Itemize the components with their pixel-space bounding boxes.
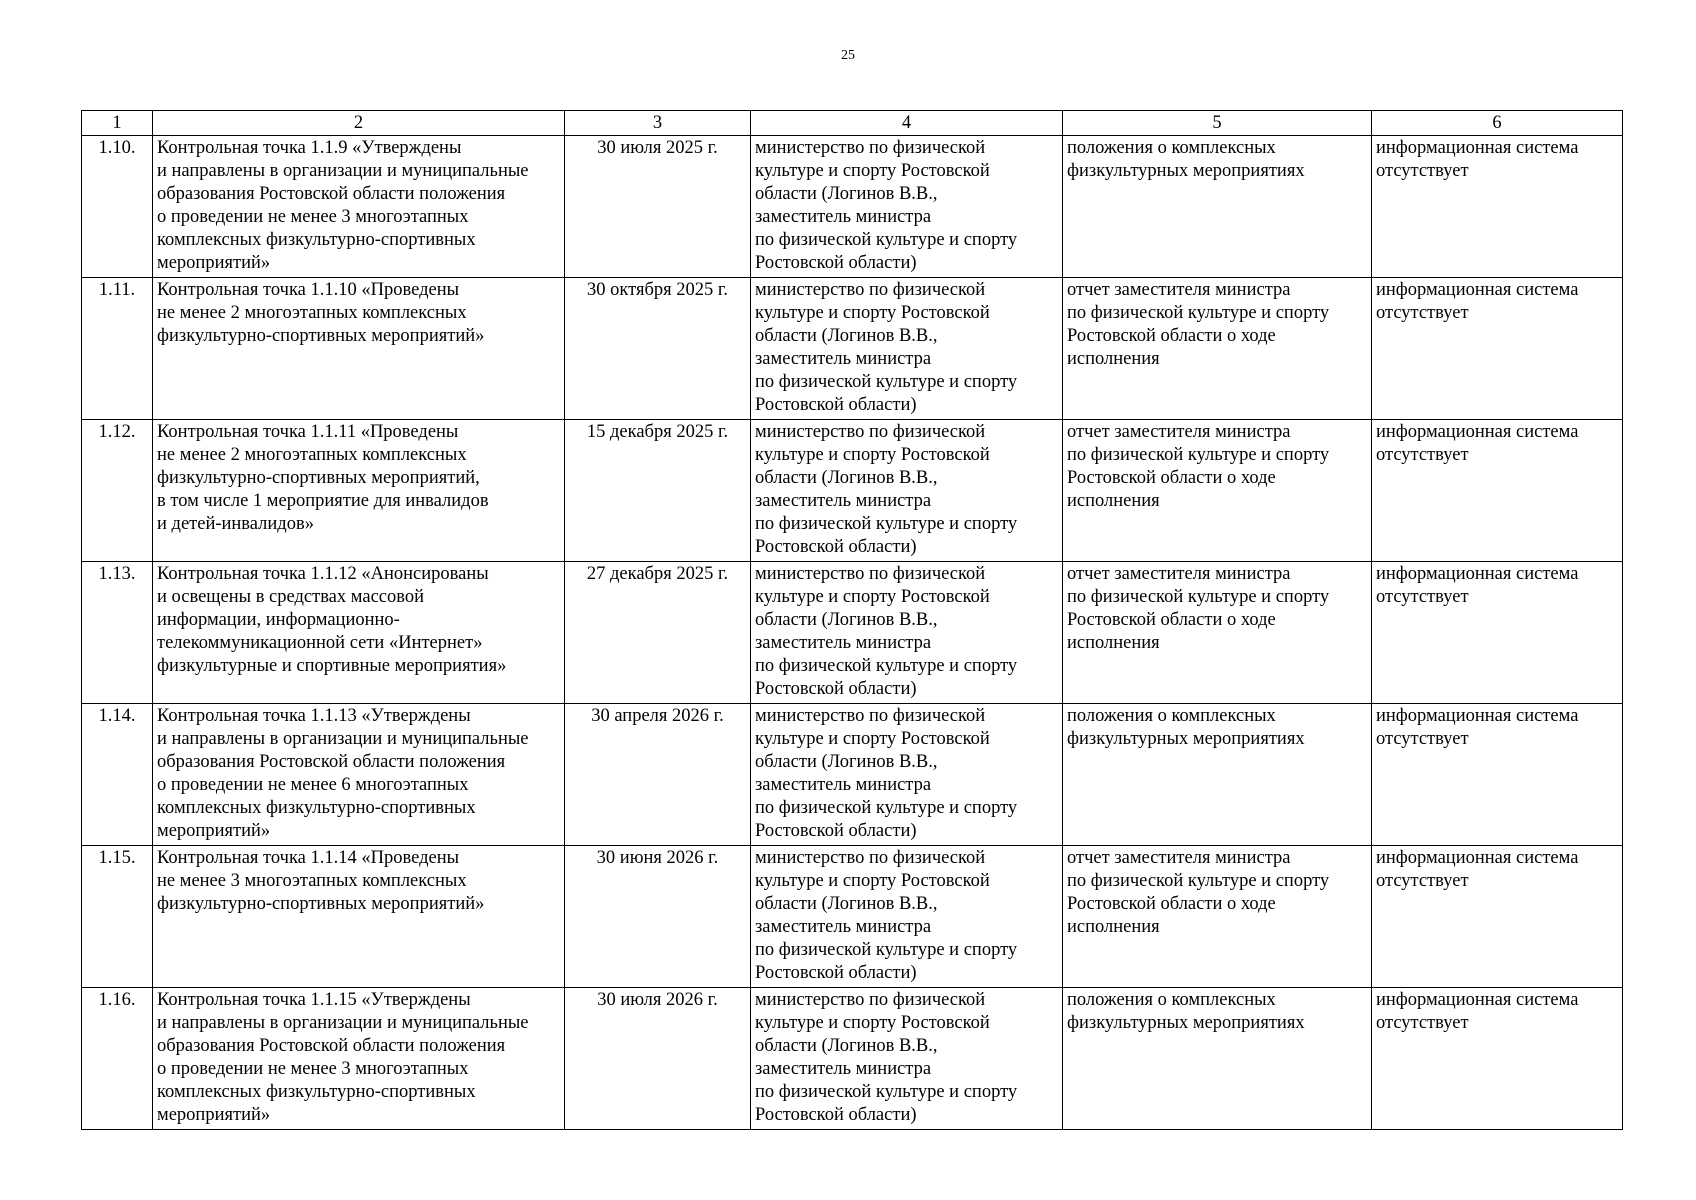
- due-date: 27 декабря 2025 г.: [565, 562, 751, 704]
- row-number: 1.13.: [82, 562, 153, 704]
- information-system: информационная система отсутствует: [1372, 988, 1623, 1130]
- information-system: информационная система отсутствует: [1372, 846, 1623, 988]
- control-point-description: Контрольная точка 1.1.15 «Утверждены и направлены в организации и муниципальные образования Ростовской области положения о проведении не менее 3 многоэтапных комплексных физкультурно-спортивных мероприятий»: [153, 988, 565, 1130]
- due-date: 30 июля 2026 г.: [565, 988, 751, 1130]
- page-number: 25: [841, 48, 855, 63]
- information-system: информационная система отсутствует: [1372, 420, 1623, 562]
- row-number: 1.15.: [82, 846, 153, 988]
- due-date: 30 июня 2026 г.: [565, 846, 751, 988]
- control-point-description: Контрольная точка 1.1.12 «Анонсированы и освещены в средствах массовой информации, информационно- телекоммуникационной сети «Интернет» физкультурные и спортивные мероприятия»: [153, 562, 565, 704]
- due-date: 30 апреля 2026 г.: [565, 704, 751, 846]
- table-row: [82, 704, 1623, 846]
- header-cell: 5: [1063, 111, 1372, 136]
- header-cell: 6: [1372, 111, 1623, 136]
- row-number: 1.11.: [82, 278, 153, 420]
- row-number: 1.10.: [82, 136, 153, 278]
- control-points-table: [81, 110, 1623, 1130]
- due-date: 15 декабря 2025 г.: [565, 420, 751, 562]
- information-system: информационная система отсутствует: [1372, 278, 1623, 420]
- responsible-party: министерство по физической культуре и спорту Ростовской области (Логинов В.В., заместитель министра по физической культуре и спорту Ростовской области): [751, 136, 1063, 278]
- header-cell: 2: [153, 111, 565, 136]
- control-point-description: Контрольная точка 1.1.11 «Проведены не менее 2 многоэтапных комплексных физкультурно-спортивных мероприятий, в том числе 1 мероприятие для инвалидов и детей-инвалидов»: [153, 420, 565, 562]
- header-cell: 3: [565, 111, 751, 136]
- row-number: 1.12.: [82, 420, 153, 562]
- information-system: информационная система отсутствует: [1372, 562, 1623, 704]
- confirming-document: положения о комплексных физкультурных мероприятиях: [1063, 704, 1372, 846]
- responsible-party: министерство по физической культуре и спорту Ростовской области (Логинов В.В., заместитель министра по физической культуре и спорту Ростовской области): [751, 278, 1063, 420]
- row-number: 1.14.: [82, 704, 153, 846]
- responsible-party: министерство по физической культуре и спорту Ростовской области (Логинов В.В., заместитель министра по физической культуре и спорту Ростовской области): [751, 562, 1063, 704]
- table-row: [82, 988, 1623, 1130]
- confirming-document: положения о комплексных физкультурных мероприятиях: [1063, 988, 1372, 1130]
- control-point-description: Контрольная точка 1.1.13 «Утверждены и направлены в организации и муниципальные образования Ростовской области положения о проведении не менее 6 многоэтапных комплексных физкультурно-спортивных мероприятий»: [153, 704, 565, 846]
- responsible-party: министерство по физической культуре и спорту Ростовской области (Логинов В.В., заместитель министра по физической культуре и спорту Ростовской области): [751, 420, 1063, 562]
- confirming-document: отчет заместителя министра по физической культуре и спорту Ростовской области о ходе исполнения: [1063, 278, 1372, 420]
- confirming-document: отчет заместителя министра по физической культуре и спорту Ростовской области о ходе исполнения: [1063, 846, 1372, 988]
- row-number: 1.16.: [82, 988, 153, 1130]
- confirming-document: отчет заместителя министра по физической культуре и спорту Ростовской области о ходе исполнения: [1063, 420, 1372, 562]
- table-header-row: [82, 111, 1623, 136]
- header-cell: 4: [751, 111, 1063, 136]
- table-row: [82, 136, 1623, 278]
- information-system: информационная система отсутствует: [1372, 136, 1623, 278]
- table-row: [82, 420, 1623, 562]
- control-point-description: Контрольная точка 1.1.9 «Утверждены и направлены в организации и муниципальные образования Ростовской области положения о проведении не менее 3 многоэтапных комплексных физкультурно-спортивных мероприятий»: [153, 136, 565, 278]
- table-row: [82, 562, 1623, 704]
- responsible-party: министерство по физической культуре и спорту Ростовской области (Логинов В.В., заместитель министра по физической культуре и спорту Ростовской области): [751, 704, 1063, 846]
- information-system: информационная система отсутствует: [1372, 704, 1623, 846]
- responsible-party: министерство по физической культуре и спорту Ростовской области (Логинов В.В., заместитель министра по физической культуре и спорту Ростовской области): [751, 846, 1063, 988]
- table-row: [82, 846, 1623, 988]
- header-cell: 1: [82, 111, 153, 136]
- due-date: 30 октября 2025 г.: [565, 278, 751, 420]
- confirming-document: положения о комплексных физкультурных мероприятиях: [1063, 136, 1372, 278]
- responsible-party: министерство по физической культуре и спорту Ростовской области (Логинов В.В., заместитель министра по физической культуре и спорту Ростовской области): [751, 988, 1063, 1130]
- due-date: 30 июля 2025 г.: [565, 136, 751, 278]
- table-row: [82, 278, 1623, 420]
- confirming-document: отчет заместителя министра по физической культуре и спорту Ростовской области о ходе исполнения: [1063, 562, 1372, 704]
- control-point-description: Контрольная точка 1.1.14 «Проведены не менее 3 многоэтапных комплексных физкультурно-спортивных мероприятий»: [153, 846, 565, 988]
- control-point-description: Контрольная точка 1.1.10 «Проведены не менее 2 многоэтапных комплексных физкультурно-спортивных мероприятий»: [153, 278, 565, 420]
